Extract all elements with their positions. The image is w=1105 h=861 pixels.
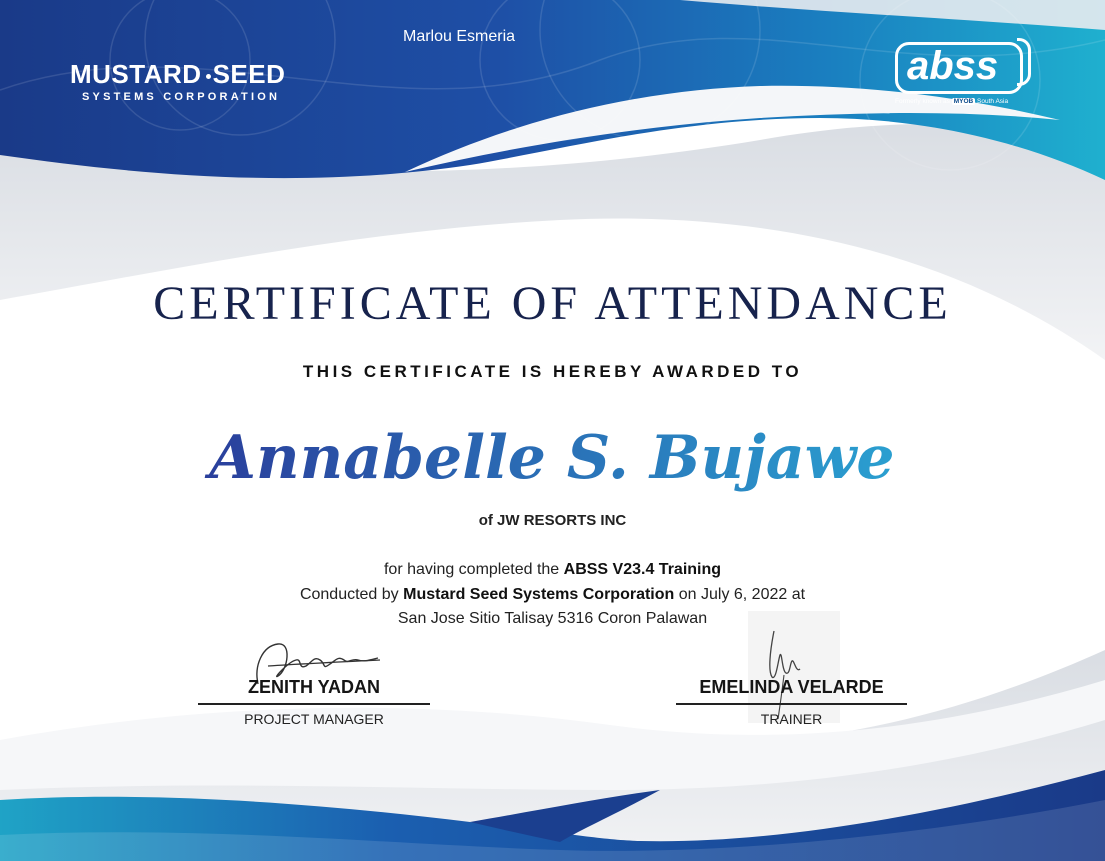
tagline-before: Formerly known as (895, 98, 950, 105)
signatory-1-role: PROJECT MANAGER (244, 711, 384, 727)
issuer-name-right: SEED (212, 59, 286, 89)
awarded-line: THIS CERTIFICATE IS HEREBY AWARDED TO (302, 362, 803, 381)
organizer-name: Mustard Seed Systems Corporation (403, 585, 675, 603)
signature-line-2 (676, 703, 907, 705)
viewer-name: Marlou Esmeria (403, 28, 516, 45)
signatory-2-name: EMELINDA VELARDE (699, 677, 884, 697)
partner-logo-text: abss (907, 44, 999, 88)
line2-pre: Conducted by (299, 585, 399, 603)
line2-post: on July 6, 2022 at (678, 585, 806, 603)
recipient-name: Annabelle S. Bujawe (209, 423, 895, 493)
training-name: ABSS V23.4 Training (563, 561, 722, 578)
body-line-1 (0, 558, 1105, 583)
signature-line-1 (198, 703, 430, 705)
recipient-company: of JW RESORTS INC (478, 512, 627, 529)
issuer-subtitle: SYSTEMS CORPORATION (82, 91, 281, 103)
signatory-1-name: ZENITH YADAN (247, 677, 381, 697)
issuer-name-left: MUSTARD (70, 59, 202, 89)
tagline-badge: MYOB (953, 98, 974, 105)
signatory-2-role: TRAINER (760, 711, 823, 727)
line1-pre: for having completed the (383, 561, 560, 578)
body-line-3: San Jose Sitio Talisay 5316 Coron Palawan (397, 610, 708, 627)
certificate-body (0, 558, 1105, 632)
body-line-2 (0, 583, 1105, 608)
signature-image-2 (748, 611, 840, 723)
certificate-title: CERTIFICATE OF ATTENDANCE (153, 277, 952, 330)
tagline-after: South Asia (977, 98, 1009, 105)
